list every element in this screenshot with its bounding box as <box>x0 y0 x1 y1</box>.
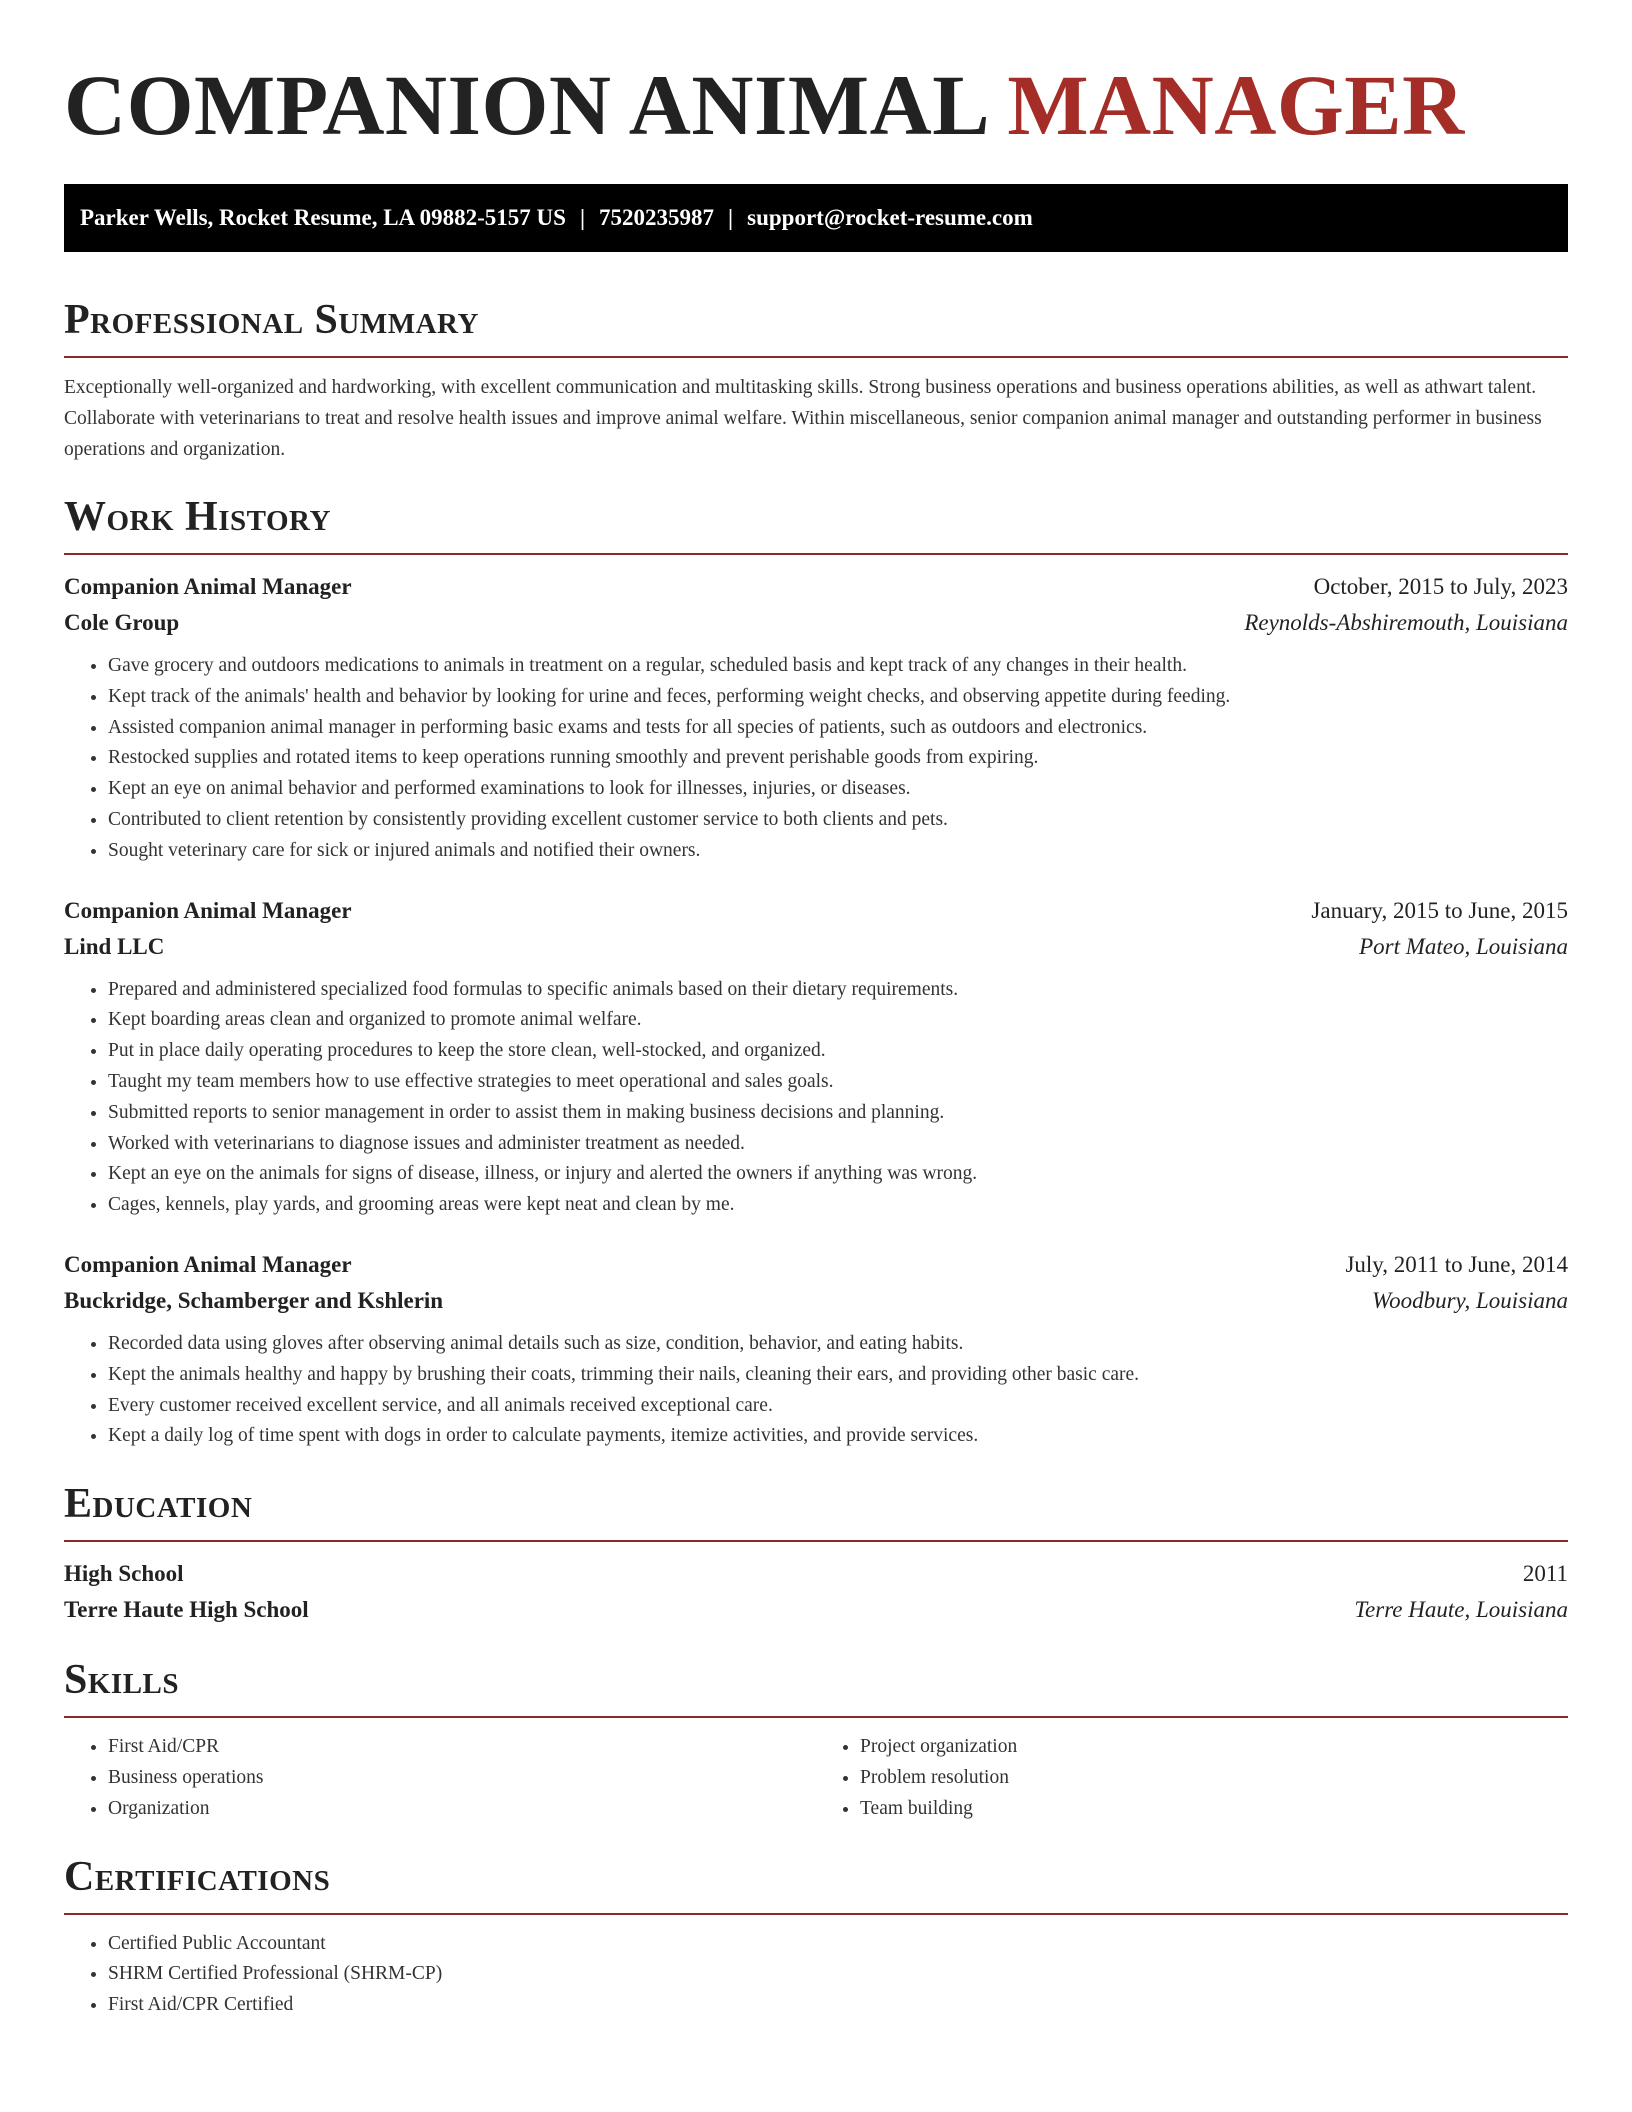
job-entry <box>64 569 1568 867</box>
job-entry <box>64 1247 1568 1452</box>
section-divider <box>64 1716 1568 1718</box>
title-part-accent: MANAGER <box>1007 57 1465 153</box>
education-school: Terre Haute High School <box>64 1597 309 1623</box>
job-bullet: • Recorded data using gloves after observing animal details such as size, condition, behavior, and eating habits. <box>108 1329 1568 1360</box>
section-heading-work-history: Work History <box>64 494 331 540</box>
job-dates: January, 2015 to June, 2015 <box>1311 897 1568 923</box>
job-bullet: • Put in place daily operating procedures to keep the store clean, well-stocked, and organized. <box>108 1036 1568 1067</box>
job-company: Lind LLC <box>64 933 165 959</box>
job-bullet: • Submitted reports to senior management in order to assist them in making business decisions and planning. <box>108 1098 1568 1129</box>
certifications-section <box>64 1851 1568 2021</box>
job-bullet: • Kept the animals healthy and happy by brushing their coats, trimming their nails, cleaning their ears, and providing other basic care. <box>108 1360 1568 1391</box>
summary-section <box>64 294 1568 465</box>
contact-email: support@rocket-resume.com <box>747 205 1033 230</box>
contact-separator: | <box>579 205 586 230</box>
skill-item: • Organization <box>108 1794 816 1825</box>
education-location: Terre Haute, Louisiana <box>1354 1597 1568 1623</box>
job-location: Port Mateo, Louisiana <box>1359 933 1568 959</box>
resume-title <box>64 50 1568 160</box>
job-location: Reynolds-Abshiremouth, Louisiana <box>1244 610 1568 635</box>
job-title: Companion Animal Manager <box>64 574 352 599</box>
job-company-row <box>64 929 1568 965</box>
job-list <box>64 569 1568 1452</box>
education-degree: High School <box>64 1561 184 1587</box>
section-heading-skills: Skills <box>64 1657 180 1704</box>
job-dates: July, 2011 to June, 2014 <box>1345 1251 1568 1277</box>
summary-text: Exceptionally well-organized and hardworking, with excellent communication and multitasking skills. Strong business operations and business operations abilities, as well as athwart talent. Collaborate with veterinarians to treat and resolve health issues and improve animal welfare. Within miscellaneous, senior companion animal manager and outstanding performer in business operations and organization. <box>64 377 1542 460</box>
job-dates: October, 2015 to July, 2023 <box>1313 574 1568 599</box>
job-bullet: • Kept an eye on animal behavior and performed examinations to look for illnesses, injuries, or diseases. <box>108 774 1568 805</box>
job-company: Buckridge, Schamberger and Kshlerin <box>64 1287 444 1313</box>
education-row <box>64 1556 1568 1592</box>
job-header-row <box>64 893 1568 929</box>
certification-item: • SHRM Certified Professional (SHRM-CP) <box>108 1959 1568 1990</box>
job-bullet: • Worked with veterinarians to diagnose issues and administer treatment as needed. <box>108 1129 1568 1160</box>
skill-item: • Team building <box>860 1794 1568 1825</box>
work-history-section <box>64 491 1568 1452</box>
section-heading-summary: Professional Summary <box>64 297 479 343</box>
job-bullet-list <box>64 651 1568 867</box>
skill-item: • Project organization <box>860 1732 1568 1763</box>
job-bullet-list <box>64 975 1568 1221</box>
certification-list <box>64 1929 1568 2021</box>
contact-bar <box>64 184 1568 252</box>
job-bullet: • Kept an eye on the animals for signs of disease, illness, or injury and alerted the owners if anything was wrong. <box>108 1159 1568 1190</box>
skills-column-right <box>816 1732 1568 1824</box>
job-bullet: • Gave grocery and outdoors medications to animals in treatment on a regular, scheduled basis and kept track of any changes in their health. <box>108 651 1568 682</box>
skill-item: • First Aid/CPR <box>108 1732 816 1763</box>
job-bullet: • Sought veterinary care for sick or injured animals and notified their owners. <box>108 836 1568 867</box>
job-company-row <box>64 605 1568 641</box>
job-bullet: • Kept track of the animals' health and behavior by looking for urine and feces, performing weight checks, and observing appetite during feeding. <box>108 682 1568 713</box>
contact-address: Parker Wells, Rocket Resume, LA 09882-5157 US <box>80 205 566 230</box>
job-bullet: • Contributed to client retention by consistently providing excellent customer service to both clients and pets. <box>108 805 1568 836</box>
job-location: Woodbury, Louisiana <box>1372 1287 1568 1313</box>
job-header-row <box>64 1247 1568 1283</box>
skill-item: • Business operations <box>108 1763 816 1794</box>
education-year: 2011 <box>1522 1561 1568 1587</box>
job-bullet: • Every customer received excellent service, and all animals received exceptional care. <box>108 1391 1568 1422</box>
contact-phone: 7520235987 <box>599 205 715 230</box>
job-title: Companion Animal Manager <box>64 897 352 923</box>
education-section <box>64 1478 1568 1628</box>
education-row <box>64 1592 1568 1628</box>
skills-section <box>64 1654 1568 1824</box>
job-company-row <box>64 1283 1568 1319</box>
job-bullet: • Kept a daily log of time spent with dogs in order to calculate payments, itemize activities, and provide services. <box>108 1421 1568 1452</box>
contact-separator: | <box>728 205 734 230</box>
section-divider <box>64 1540 1568 1542</box>
skills-grid <box>64 1732 1568 1824</box>
section-divider <box>64 1913 1568 1915</box>
job-bullet: • Cages, kennels, play yards, and grooming areas were kept neat and clean by me. <box>108 1190 1568 1221</box>
skill-item: • Problem resolution <box>860 1763 1568 1794</box>
job-entry <box>64 893 1568 1221</box>
title-part-primary: COMPANION ANIMAL <box>64 57 986 153</box>
section-divider <box>64 356 1568 358</box>
skills-column-left <box>64 1732 816 1824</box>
certification-item: • First Aid/CPR Certified <box>108 1990 1568 2021</box>
section-divider <box>64 553 1568 555</box>
job-bullet: • Restocked supplies and rotated items to keep operations running smoothly and prevent perishable goods from expiring. <box>108 743 1568 774</box>
job-bullet: • Assisted companion animal manager in performing basic exams and tests for all species of patients, such as outdoors and electronics. <box>108 713 1568 744</box>
job-bullet: • Prepared and administered specialized food formulas to specific animals based on their dietary requirements. <box>108 975 1568 1006</box>
section-heading-certifications: Certifications <box>64 1853 331 1900</box>
job-bullet-list <box>64 1329 1568 1452</box>
job-bullet: • Kept boarding areas clean and organized to promote animal welfare. <box>108 1005 1568 1036</box>
job-title: Companion Animal Manager <box>64 1251 352 1277</box>
certification-item: • Certified Public Accountant <box>108 1929 1568 1960</box>
section-heading-education: Education <box>64 1481 253 1528</box>
job-bullet: • Taught my team members how to use effective strategies to meet operational and sales goals. <box>108 1067 1568 1098</box>
job-header-row <box>64 569 1568 605</box>
job-company: Cole Group <box>64 610 180 635</box>
